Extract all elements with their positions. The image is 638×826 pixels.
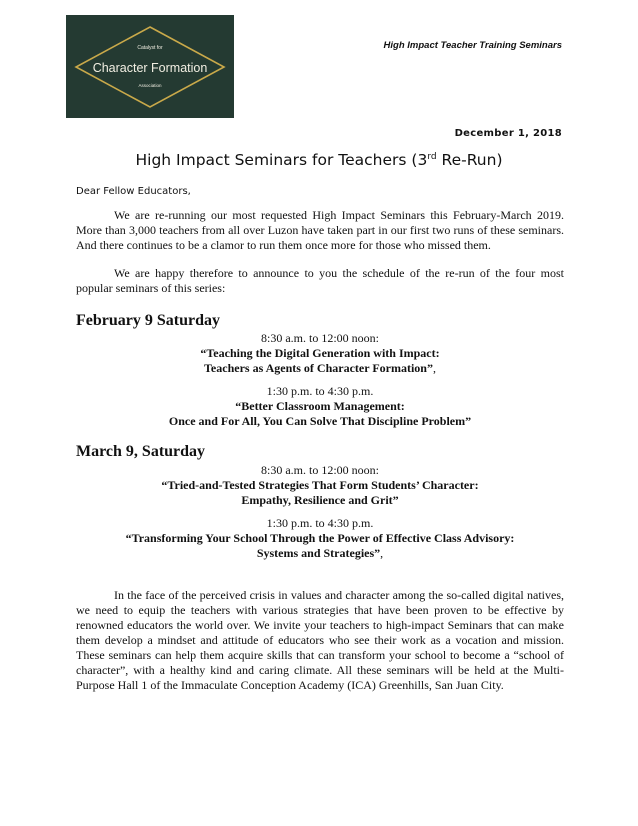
letter-date: December 1, 2018: [454, 128, 562, 139]
paragraph-announce: [76, 266, 564, 296]
title-superscript: rd: [427, 152, 437, 162]
session-time: 1:30 p.m. to 4:30 p.m.: [266, 384, 374, 398]
session-title-line2: Once and For All, You Can Solve That Discipline Problem”: [168, 414, 472, 428]
paragraph-closing-text: In the face of the perceived crisis in values and character among the so-called digital natives, we need to equip the teachers with various strategies that have been proven to be effective by renowned educators the world over. We invite your teachers to high-impact Seminars that can make them develop a mindset and attitude of educators who see their work as a vocation and mission. These seminars can help them acquire skills that can transform your school to become a “school of character”, with a healthy kind and caring climate. All these seminars will be held at the Multi-Purpose Hall 1 of the Immaculate Conception Academy (ICA) Greenhills, San Juan City.: [76, 588, 564, 692]
session-title-line1: “Teaching the Digital Generation with Impact:: [200, 346, 440, 360]
session-time: 8:30 a.m. to 12:00 noon:: [261, 331, 379, 345]
session-title-line2: Systems and Strategies”: [256, 546, 381, 560]
session-title-line1: “Better Classroom Management:: [235, 399, 405, 413]
paragraph-intro: [76, 208, 564, 253]
session-title-line2: Empathy, Resilience and Grit”: [241, 493, 399, 507]
session-title-line2: Teachers as Agents of Character Formation”: [204, 361, 433, 375]
day1-heading: February 9 Saturday: [76, 312, 220, 329]
logo-text-main: Character Formation: [92, 61, 208, 75]
session-title-tail: ,: [432, 361, 436, 375]
session-time: 8:30 a.m. to 12:00 noon:: [261, 463, 379, 477]
association-logo: [66, 15, 234, 118]
day1-session1: [76, 331, 564, 376]
title-tail: Re-Run): [436, 151, 503, 169]
day1-session2: [76, 384, 564, 429]
logo-text-bottom: Association: [138, 83, 162, 88]
paragraph-intro-text: We are re-running our most requested High Impact Seminars this February-March 2019. More than 3,000 teachers from all over Luzon have taken part in our first two runs of these seminars. And there continues to be a clamor to run them once more for those who missed them.: [76, 208, 564, 252]
session-title-tail: ,: [380, 546, 384, 560]
session-title-line1: “Tried-and-Tested Strategies That Form Students’ Character:: [161, 478, 479, 492]
session-time: 1:30 p.m. to 4:30 p.m.: [266, 516, 374, 530]
day2-session2: [76, 516, 564, 561]
day2-session1: [76, 463, 564, 508]
document-header: High Impact Teacher Training Seminars: [383, 40, 562, 51]
paragraph-announce-text: We are happy therefore to announce to you the schedule of the re-run of the four most popular seminars of this series:: [76, 266, 564, 295]
letter-title: [0, 151, 638, 169]
paragraph-closing: [76, 588, 564, 693]
session-title-line1: “Transforming Your School Through the Power of Effective Class Advisory:: [125, 531, 515, 545]
title-main: High Impact Seminars for Teachers (3: [135, 151, 428, 169]
day2-heading: March 9, Saturday: [76, 443, 206, 460]
logo-text-top: Catalyst for: [137, 45, 163, 51]
salutation: Dear Fellow Educators,: [76, 186, 191, 197]
